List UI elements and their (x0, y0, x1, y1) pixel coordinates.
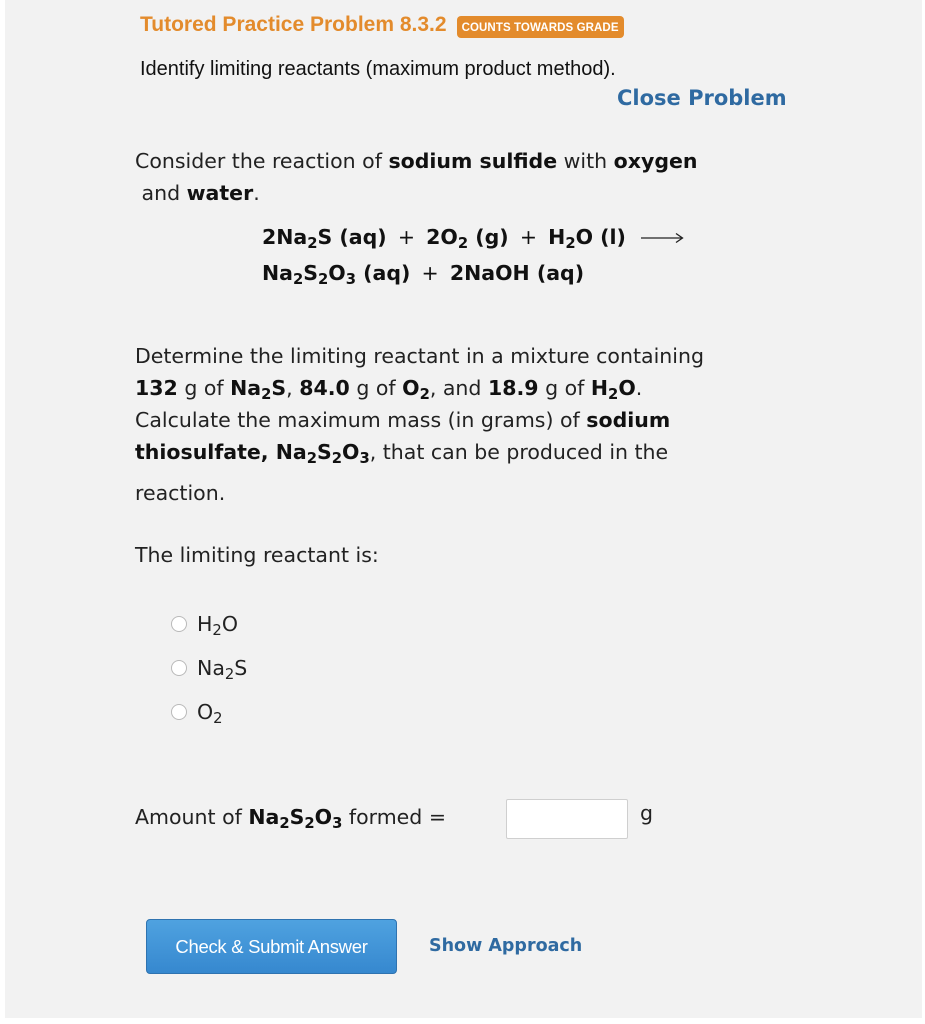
amount-input[interactable] (506, 799, 628, 839)
intro-text: Consider the reaction of sodium sulfide with oxygen and water. (135, 149, 698, 205)
limiting-reactant-label: The limiting reactant is: (135, 543, 379, 567)
amount-label: Amount of $Na_2S_2O_3$ formed = (135, 805, 447, 833)
radio-button[interactable] (171, 704, 187, 720)
question-text-end: reaction. (135, 481, 226, 505)
grade-badge: COUNTS TOWARDS GRADE (457, 16, 624, 38)
option-label: $O_2$ (197, 700, 223, 728)
close-problem-link[interactable]: Close Problem (617, 86, 787, 110)
radio-button[interactable] (171, 660, 187, 676)
option-label: $H_2O$ (197, 612, 238, 640)
option-label: $Na_2S$ (197, 656, 248, 684)
radio-button[interactable] (171, 616, 187, 632)
title-row (140, 12, 624, 38)
check-submit-button[interactable]: Check & Submit Answer (146, 919, 397, 974)
equation-reactants: $2Na_2S$ $(aq) + 2O_2$ $(g) + H_2O$ (l) (262, 222, 685, 252)
show-approach-link[interactable]: Show Approach (429, 936, 583, 956)
unit-label: g (640, 801, 654, 825)
problem-title: Tutored Practice Problem 8.3.2 (140, 13, 447, 36)
option-h2o[interactable] (171, 612, 238, 640)
option-na2s[interactable] (171, 656, 248, 684)
equation-products: $Na_2S_2O_3$ (aq) + 2NaOH (aq) (262, 261, 585, 289)
question-text: Determine the limiting reactant in a mixture containing 132 g of $Na_2S$, 84.0 g of $O_2$, and 18.9 g of $H_2O$. Calculate the maximum mass (in grams) of sodium thiosulfate, $Na_2S_2O_3$, that can be produced in the (135, 344, 704, 468)
problem-subtitle: Identify limiting reactants (maximum product method). (140, 58, 616, 80)
option-o2[interactable] (171, 700, 223, 728)
reaction-arrow-icon (641, 232, 685, 244)
